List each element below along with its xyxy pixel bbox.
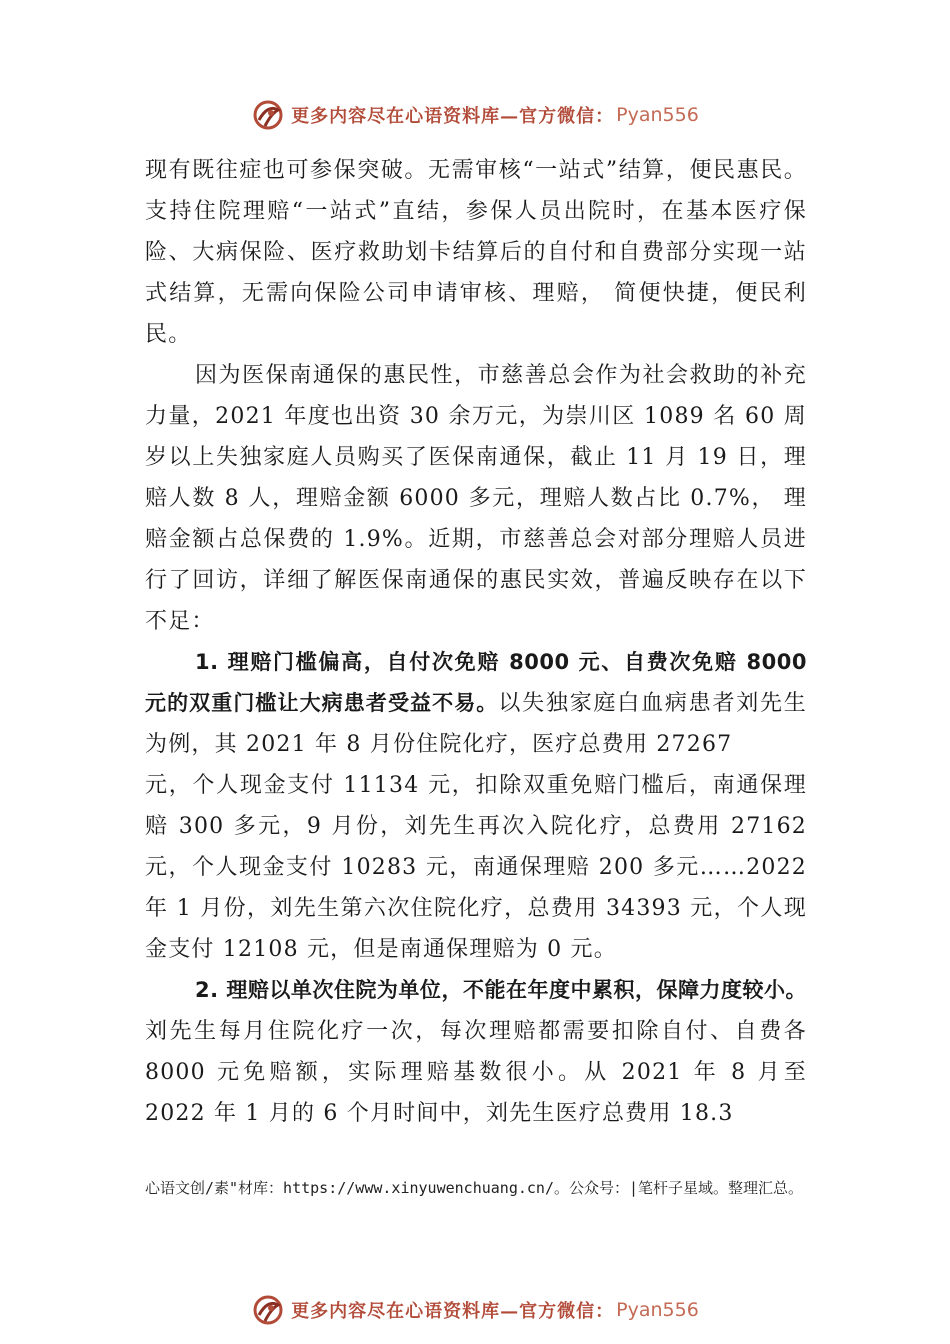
source-footnote: 心语文创/素"材库：https://www.xinyuwenchuang.cn/。公众号：|笔杆子星域。整理汇总。	[145, 1179, 804, 1197]
point-1-text: 以失独家庭白血病患者刘先生为例，其 2021 年 8 月份住院化疗，医疗总费用 27267	[145, 691, 808, 757]
footer-banner	[0, 1290, 950, 1330]
point-2-text: 刘先生每月住院化疗一次，每次理赔都需要扣除自付、自费各 8000 元免赔额，实际理赔基数很小。从 2021 年 8 月至 2022 年 1 月的 6 个月时间中，刘先生医疗总费用 18.3	[145, 1019, 807, 1126]
paragraph-3-continued: 元，个人现金支付 11134 元，扣除双重免赔门槛后，南通保理赔 300 多元，9 月份，刘先生再次入院化疗，总费用 27162 元，个人现金支付 10283 元，南通保理赔 200 多元……2022 年 1 月份，刘先生第六次住院化疗，总费用 34393 元，个人现金支付 12108 元，但是南通保理赔为 0 元。	[145, 773, 807, 962]
point-1-heading: 1. 理赔门槛偏高，自付次免赔 8000 元、自费次免赔 8000 元的双重门槛让大病患者受益不易。	[145, 650, 807, 715]
brush-swirl-logo-icon	[251, 98, 285, 132]
banner-text: 更多内容尽在心语资料库—官方微信：	[291, 1301, 615, 1322]
banner-wechat-id: Pyan556	[616, 104, 699, 126]
paragraph-3	[145, 642, 807, 765]
banner-wechat-id: Pyan556	[616, 1299, 699, 1321]
paragraph-1: 现有既往症也可参保突破。无需审核“一站式”结算，便民惠民。支持住院理赔“一站式”直结，参保人员出院时，在基本医疗保险、大病保险、医疗救助划卡结算后的自付和自费部分实现一站式结算，无需向保险公司申请审核、理赔， 简便快捷，便民利民。	[145, 158, 807, 347]
brush-swirl-logo-icon	[251, 1293, 285, 1327]
point-2-heading: 2. 理赔以单次住院为单位，不能在年度中累积，保障力度较小。	[195, 978, 807, 1002]
header-banner	[0, 95, 950, 135]
banner-text: 更多内容尽在心语资料库—官方微信：	[291, 106, 615, 127]
paragraph-2: 因为医保南通保的惠民性，市慈善总会作为社会救助的补充力量，2021 年度也出资 30 余万元，为崇川区 1089 名 60 周岁以上失独家庭人员购买了医保南通保，截止 11 月 19 日，理赔人数 8 人，理赔金额 6000 多元，理赔人数占比 0.7%， 理赔金额占总保费的 1.9%。近期，市慈善总会对部分理赔人员进行了回访，详细了解医保南通保的惠民实效，普遍反映存在以下不足：	[145, 363, 807, 634]
document-body	[145, 150, 807, 1134]
paragraph-4	[145, 970, 807, 1134]
